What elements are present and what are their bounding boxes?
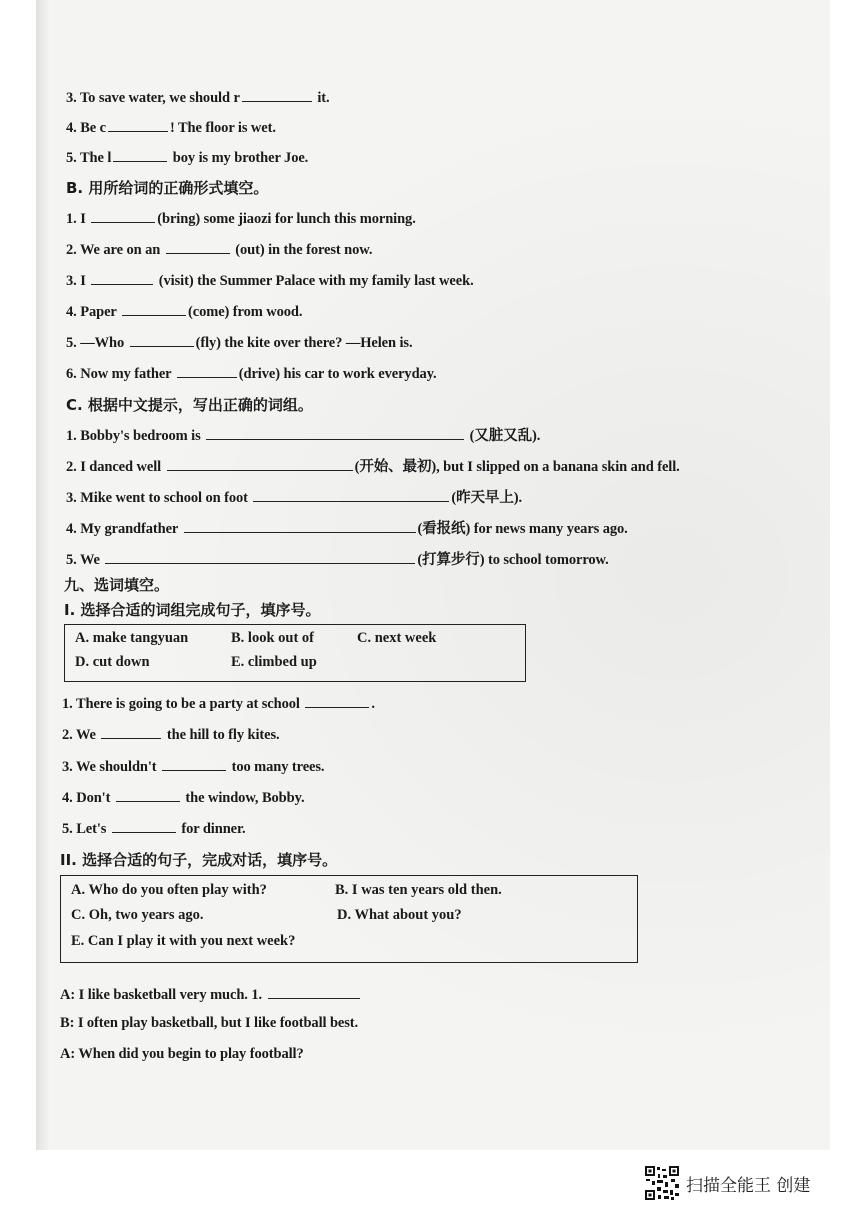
question-line [66, 301, 302, 321]
question-text: 4. Be c [66, 120, 106, 136]
option-d: D. cut down [75, 654, 150, 670]
answer-blank[interactable] [113, 147, 167, 162]
answer-blank[interactable] [305, 693, 369, 708]
answer-blank[interactable] [167, 456, 353, 471]
question-text: 6. Now my father [66, 366, 175, 382]
question-line [66, 548, 609, 569]
option-a: A. Who do you often play with? [71, 882, 267, 898]
option-e: E. climbed up [231, 654, 317, 670]
question-text: 5. We [66, 552, 104, 568]
question-text: 5. —Who [66, 335, 128, 351]
question-text: 4. Paper [66, 304, 121, 320]
question-text: 3. Mike went to school on foot [66, 490, 252, 506]
question-text: the hill to fly kites. [163, 727, 280, 743]
question-text: it. [313, 90, 330, 106]
question-line [66, 455, 680, 476]
answer-blank[interactable] [101, 724, 161, 739]
question-line [66, 147, 308, 167]
answer-blank[interactable] [122, 301, 186, 316]
question-text: (fly) the kite over there? —Helen is. [195, 335, 413, 351]
question-line [66, 270, 474, 290]
part1-heading: I. 选择合适的词组完成句子，填序号。 [64, 601, 321, 619]
answer-blank[interactable] [184, 518, 416, 533]
question-text: ! The floor is wet. [169, 120, 276, 136]
answer-blank[interactable] [116, 787, 180, 802]
question-line [66, 517, 628, 538]
section-9-heading: 九、选词填空。 [64, 576, 170, 594]
option-c: C. Oh, two years ago. [71, 907, 204, 923]
answer-blank[interactable] [162, 756, 226, 771]
dialogue-line [60, 1015, 358, 1032]
question-line [66, 332, 412, 352]
part2-heading: II. 选择合适的句子，完成对话，填序号。 [60, 851, 338, 869]
section-c-heading: C. 根据中文提示，写出正确的词组。 [66, 396, 313, 414]
question-text: 5. The l [66, 150, 112, 166]
question-line [66, 239, 372, 259]
question-text: 2. We [62, 727, 100, 743]
question-line [66, 363, 437, 383]
question-text: 1. Bobby's bedroom is [66, 428, 205, 444]
answer-blank[interactable] [91, 270, 153, 285]
question-line [66, 424, 540, 445]
dialogue-text: I often play basketball, but I like football best. [74, 1015, 359, 1031]
option-e: E. Can I play it with you next week? [71, 933, 296, 949]
question-text: (bring) some jiaozi for lunch this morning. [157, 211, 416, 227]
question-text: the window, Bobby. [181, 790, 305, 806]
question-line [62, 818, 246, 838]
question-line [66, 208, 416, 228]
answer-blank[interactable] [177, 363, 237, 378]
question-line [62, 693, 375, 713]
option-b: B. look out of [231, 630, 314, 646]
option-c: C. next week [357, 630, 437, 646]
question-text: 4. Don't [62, 790, 114, 806]
answer-blank[interactable] [105, 549, 415, 564]
option-b: B. I was ten years old then. [335, 882, 502, 898]
question-line [66, 486, 522, 507]
part2-option-box [60, 875, 638, 963]
question-text: (又脏又乱). [466, 428, 541, 444]
answer-blank[interactable] [206, 425, 464, 440]
question-text: boy is my brother Joe. [169, 150, 309, 166]
speaker-label: B: [60, 1015, 75, 1031]
question-line [62, 756, 324, 776]
question-text: for dinner. [177, 821, 246, 837]
question-text: 2. I danced well [66, 459, 165, 475]
question-line [62, 724, 280, 744]
question-line [66, 117, 276, 137]
question-text: (out) in the forest now. [231, 242, 373, 258]
speaker-label: A: [60, 1046, 76, 1062]
part1-option-box [64, 624, 526, 682]
answer-blank[interactable] [91, 208, 155, 223]
question-text: 4. My grandfather [66, 521, 182, 537]
question-text: 3. I [66, 273, 90, 289]
option-d: D. What about you? [337, 907, 462, 923]
question-text: 2. We are on an [66, 242, 164, 258]
scanner-watermark [644, 1163, 810, 1203]
question-text: 1. There is going to be a party at school [62, 696, 304, 712]
dialogue-line [60, 1046, 304, 1063]
answer-blank[interactable] [268, 984, 360, 999]
answer-blank[interactable] [253, 487, 449, 502]
dialogue-line [60, 984, 362, 1004]
question-text: (看报纸) for news many years ago. [417, 521, 628, 537]
answer-blank[interactable] [112, 818, 176, 833]
question-text: (visit) the Summer Palace with my family last week. [155, 273, 474, 289]
watermark-text: 扫描全能王 创建 [686, 1175, 811, 1196]
dialogue-text: When did you begin to play football? [75, 1046, 304, 1062]
answer-blank[interactable] [130, 332, 194, 347]
question-text: 3. We shouldn't [62, 759, 161, 775]
question-text: (drive) his car to work everyday. [238, 366, 437, 382]
question-text: (come) from wood. [188, 304, 303, 320]
scan-edge-shadow [36, 0, 50, 1150]
speaker-label: A: [60, 987, 76, 1003]
question-text: . [371, 696, 375, 712]
question-text: (昨天早上). [451, 490, 522, 506]
section-b-heading: B. 用所给词的正确形式填空。 [66, 179, 269, 197]
answer-blank[interactable] [242, 87, 312, 102]
question-text: 5. Let's [62, 821, 110, 837]
answer-blank[interactable] [108, 117, 168, 132]
dialogue-text: I like basketball very much. 1. [75, 987, 266, 1003]
question-text: (开始、最初), but I slipped on a banana skin and fell. [354, 459, 680, 475]
question-text: too many trees. [228, 759, 325, 775]
answer-blank[interactable] [166, 239, 230, 254]
question-text: 1. I [66, 211, 90, 227]
question-line [66, 87, 330, 107]
question-line [62, 787, 304, 807]
question-text: 3. To save water, we should r [66, 90, 240, 106]
qr-code-icon [644, 1165, 680, 1201]
option-a: A. make tangyuan [75, 630, 189, 646]
question-text: (打算步行) to school tomorrow. [417, 552, 609, 568]
